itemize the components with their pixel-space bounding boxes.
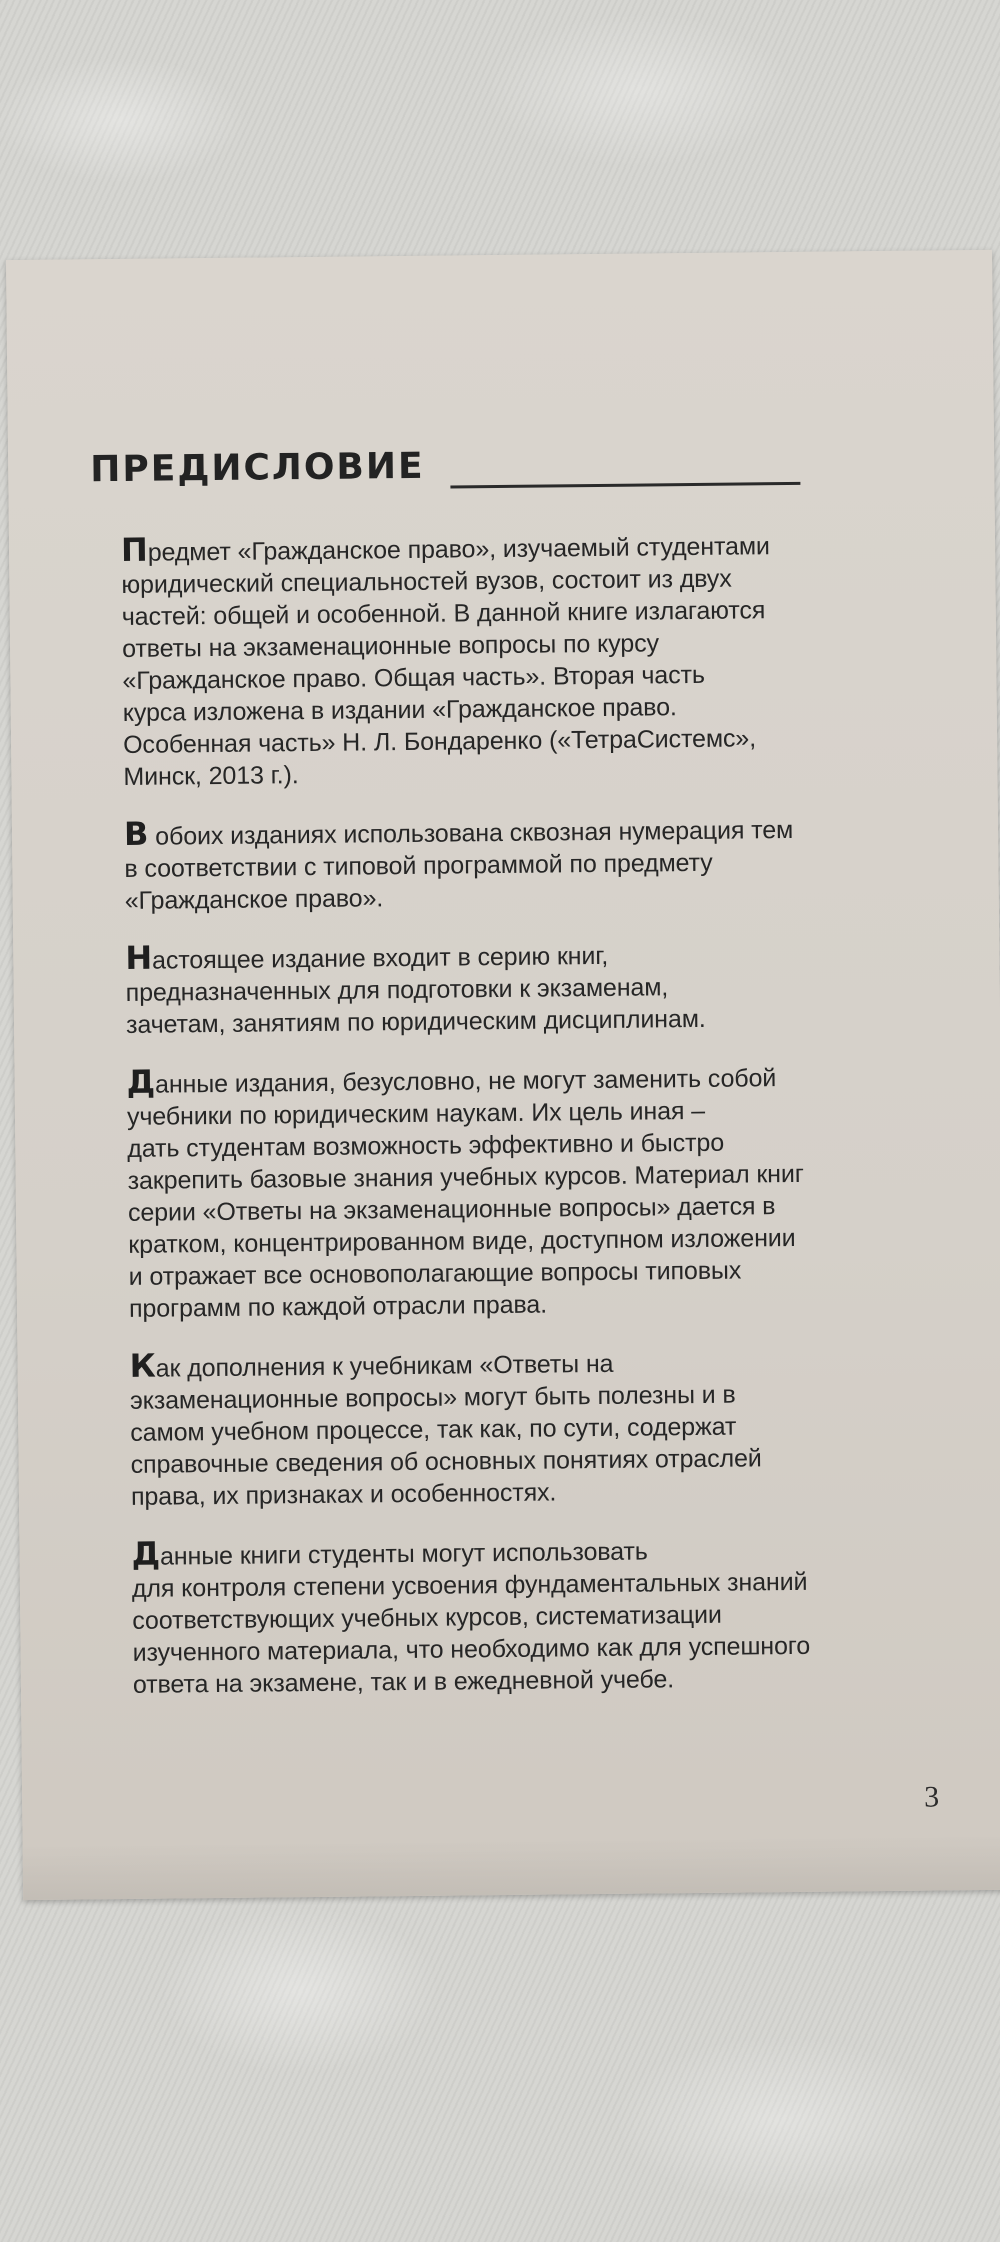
line-text: закрепить базовые знания учебных курсов. Материал книг [127,1159,804,1195]
text-line [123,753,893,793]
line-text: для контроля степени усвоения фундаментальных знаний [131,1567,808,1603]
preface-paragraph [129,1342,901,1513]
line-text: зачетам, занятиям по юридическим дисциплинам. [125,1004,706,1039]
paragraph-initial-letter: Д [126,1062,156,1101]
line-text: изученного материала, что необходимо как для успешного [132,1631,811,1667]
line-text: анные книги студенты могут использовать [159,1537,648,1571]
line-text: анные издания, безусловно, не могут заменить собой [154,1064,777,1099]
text-line [129,1285,899,1325]
page-title: ПРЕДИСЛОВИЕ [90,445,425,491]
paragraph-initial-letter: К [129,1346,156,1385]
line-text: курса изложена в издании «Гражданское право. [122,693,677,727]
line-text: и отражает все основополагающие вопросы типовых [128,1256,742,1291]
paragraph-initial-letter: В [123,814,149,853]
preface-paragraph [126,1058,899,1325]
text-line [125,877,895,917]
book-page [6,250,1000,1900]
line-text: «Гражданское право. Общая часть». Вторая часть [122,660,705,695]
line-text: Минск, 2013 г.). [123,761,299,791]
heading-underline [450,482,800,489]
line-text: серии «Ответы на экзаменационные вопросы» дается в [127,1192,776,1227]
line-text: учебники по юридическим наукам. Их цель иная – [126,1096,706,1131]
heading-row [90,442,811,510]
line-text: в соответствии с типовой программой по предмету [124,848,713,883]
line-text: юридический специальностей вузов, состоит из двух [121,564,732,599]
preface-paragraph [121,526,894,793]
line-text: экзаменационные вопросы» могут быть полезны и в [129,1380,736,1415]
page-number: 3 [923,1780,940,1814]
paragraph-initial-letter: Н [125,938,153,977]
line-text: ответа на экзамене, так и в ежедневной учебе. [132,1665,675,1699]
line-text: «Гражданское право». [124,884,384,915]
line-text: обоих изданиях использована сквозная нумерация тем [148,815,794,851]
preface-paragraph [124,810,895,917]
line-text: дать студентам возможность эффективно и быстро [127,1128,725,1163]
line-text: редмет «Гражданское право», изучаемый студентами [147,532,770,567]
line-text: предназначенных для подготовки к экзаменам, [125,973,669,1007]
line-text: Особенная часть» Н. Л. Бондаренко («ТетраСистемс», [122,724,757,759]
text-line [126,1001,896,1041]
paragraph-initial-letter: П [120,530,148,569]
text-line [133,1661,903,1701]
preface-body [121,526,903,1726]
preface-paragraph [131,1530,903,1701]
line-text: программ по каждой отрасли права. [128,1290,548,1323]
paragraph-initial-letter: Д [131,1534,161,1573]
page-bottom-shadow [23,1835,1000,1900]
text-line [131,1473,901,1513]
line-text: права, их признаках и особенностях. [130,1478,557,1511]
line-text: астоящее издание входит в серию книг, [151,941,609,975]
line-text: кратком, концентрированном виде, доступном изложении [128,1223,796,1259]
preface-paragraph [125,934,896,1041]
line-text: ак дополнения к учебникам «Ответы на [155,1349,614,1383]
line-text: ответы на экзаменационные вопросы по курсу [121,629,660,663]
line-text: соответствующих учебных курсов, систематизации [132,1600,722,1635]
line-text: частей: общей и особенной. В данной книге излагаются [121,596,766,631]
line-text: справочные сведения об основных понятиях отраслей [130,1444,762,1479]
line-text: самом учебном процессе, так как, по сути, содержат [130,1412,737,1447]
